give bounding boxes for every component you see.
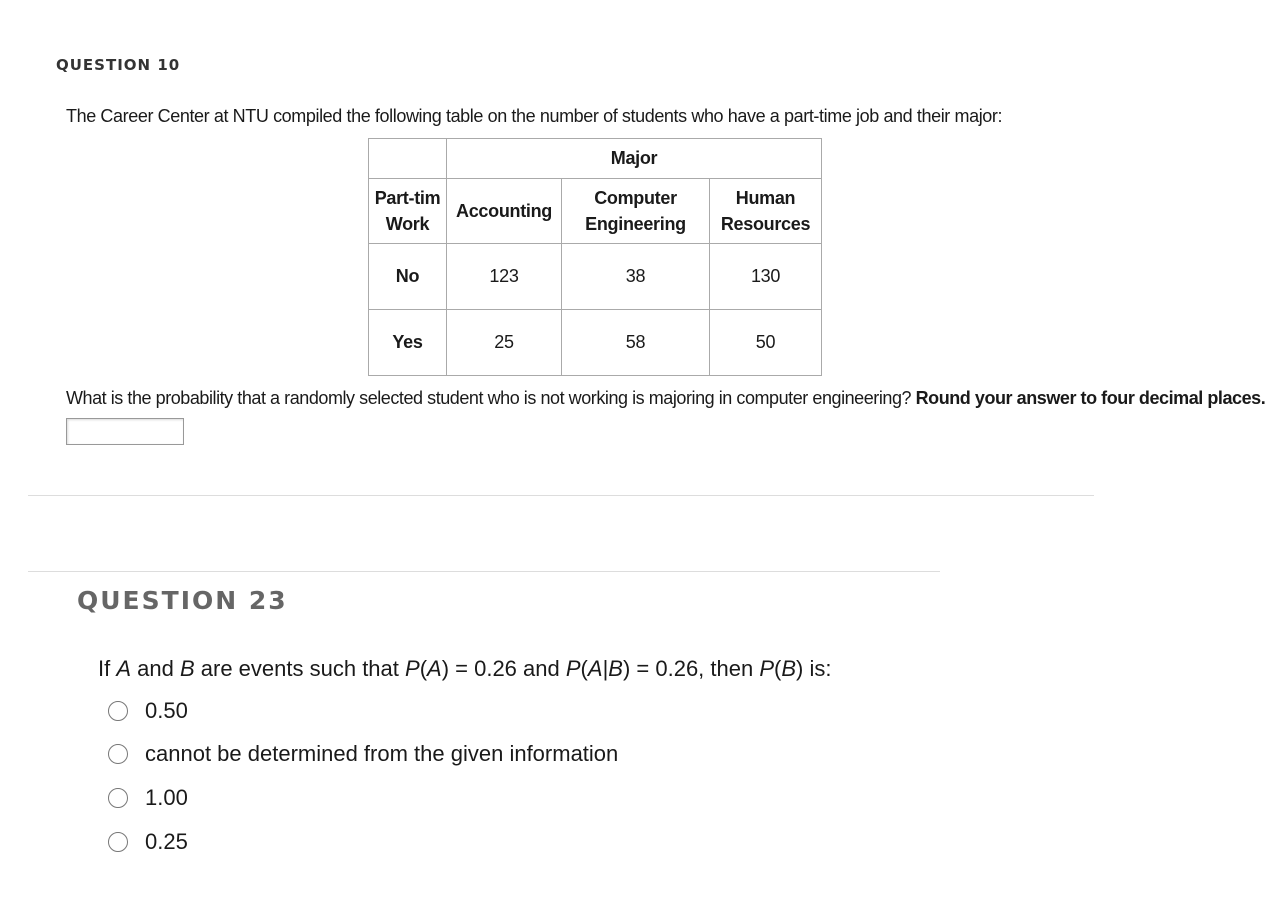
computer-engineering-header bbox=[562, 179, 710, 244]
computer-header-line2: Engineering bbox=[585, 214, 686, 234]
event-a: A bbox=[427, 656, 442, 681]
part-time-header-line1: Part-tim bbox=[374, 188, 441, 208]
stem-text: and bbox=[131, 656, 180, 681]
table-row bbox=[369, 179, 822, 244]
option-label: 0.25 bbox=[145, 829, 188, 854]
stem-text: | bbox=[602, 656, 609, 681]
event-a: A bbox=[587, 656, 603, 681]
event-b: B bbox=[781, 656, 797, 681]
cell-no-computer-engineering: 38 bbox=[562, 244, 710, 310]
question-divider bbox=[28, 495, 1094, 496]
option-1-00[interactable] bbox=[108, 784, 188, 812]
stem-text: ( bbox=[580, 656, 588, 681]
prob-symbol: P bbox=[759, 656, 775, 681]
prob-symbol: P bbox=[405, 656, 420, 681]
human-header-line1: Human bbox=[735, 188, 796, 208]
option-0-50[interactable] bbox=[108, 697, 188, 725]
question-23-stem bbox=[98, 656, 832, 682]
option-label: 1.00 bbox=[145, 785, 188, 810]
option-label: cannot be determined from the given information bbox=[145, 741, 619, 766]
row-label-no: No bbox=[369, 244, 447, 310]
question-23-label: QUESTION 23 bbox=[77, 586, 288, 615]
event-b: B bbox=[179, 656, 195, 681]
question-divider bbox=[28, 571, 940, 572]
answer-input[interactable] bbox=[66, 418, 184, 445]
part-time-work-header bbox=[369, 179, 447, 244]
table-row bbox=[369, 244, 822, 310]
stem-text: If bbox=[98, 656, 117, 681]
question-10-prompt-text: What is the probability that a randomly selected student who is not working is majoring in computer engineering? bbox=[66, 388, 916, 408]
stem-text: ) = 0.26 and bbox=[441, 656, 566, 681]
cell-no-human-resources: 130 bbox=[710, 244, 822, 310]
accounting-header: Accounting bbox=[447, 179, 562, 244]
cell-no-accounting: 123 bbox=[447, 244, 562, 310]
table-corner-cell bbox=[369, 139, 447, 179]
major-header: Major bbox=[447, 139, 822, 179]
prob-symbol: P bbox=[565, 656, 581, 681]
option-cannot-be-determined[interactable] bbox=[108, 740, 618, 768]
stem-text: ( bbox=[419, 656, 428, 681]
radio-button[interactable] bbox=[108, 701, 128, 721]
question-10-label: QUESTION 10 bbox=[56, 56, 181, 74]
radio-button[interactable] bbox=[108, 744, 128, 764]
part-time-header-line2: Work bbox=[385, 214, 430, 234]
part-time-major-table bbox=[368, 138, 822, 376]
cell-yes-human-resources: 50 bbox=[710, 310, 822, 376]
event-a: A bbox=[116, 656, 132, 681]
event-b: B bbox=[608, 656, 623, 681]
human-resources-header bbox=[710, 179, 822, 244]
row-label-yes: Yes bbox=[369, 310, 447, 376]
stem-text: are events such that bbox=[194, 656, 405, 681]
stem-text: ) = 0.26, then bbox=[622, 656, 760, 681]
radio-button[interactable] bbox=[108, 832, 128, 852]
question-10-rounding-instruction: Round your answer to four decimal places. bbox=[915, 388, 1265, 408]
question-10-prompt bbox=[66, 388, 1265, 409]
question-10-intro: The Career Center at NTU compiled the following table on the number of students who have a part-time job and their major: bbox=[66, 106, 1003, 126]
radio-button[interactable] bbox=[108, 788, 128, 808]
cell-yes-computer-engineering: 58 bbox=[562, 310, 710, 376]
table-row bbox=[369, 310, 822, 376]
computer-header-line1: Computer bbox=[594, 188, 677, 208]
option-label: 0.50 bbox=[145, 698, 188, 723]
option-0-25[interactable] bbox=[108, 828, 188, 856]
cell-yes-accounting: 25 bbox=[447, 310, 562, 376]
stem-text: ( bbox=[774, 656, 782, 681]
human-header-line2: Resources bbox=[720, 214, 811, 234]
table-row bbox=[369, 139, 822, 179]
stem-text: ) is: bbox=[796, 656, 832, 681]
